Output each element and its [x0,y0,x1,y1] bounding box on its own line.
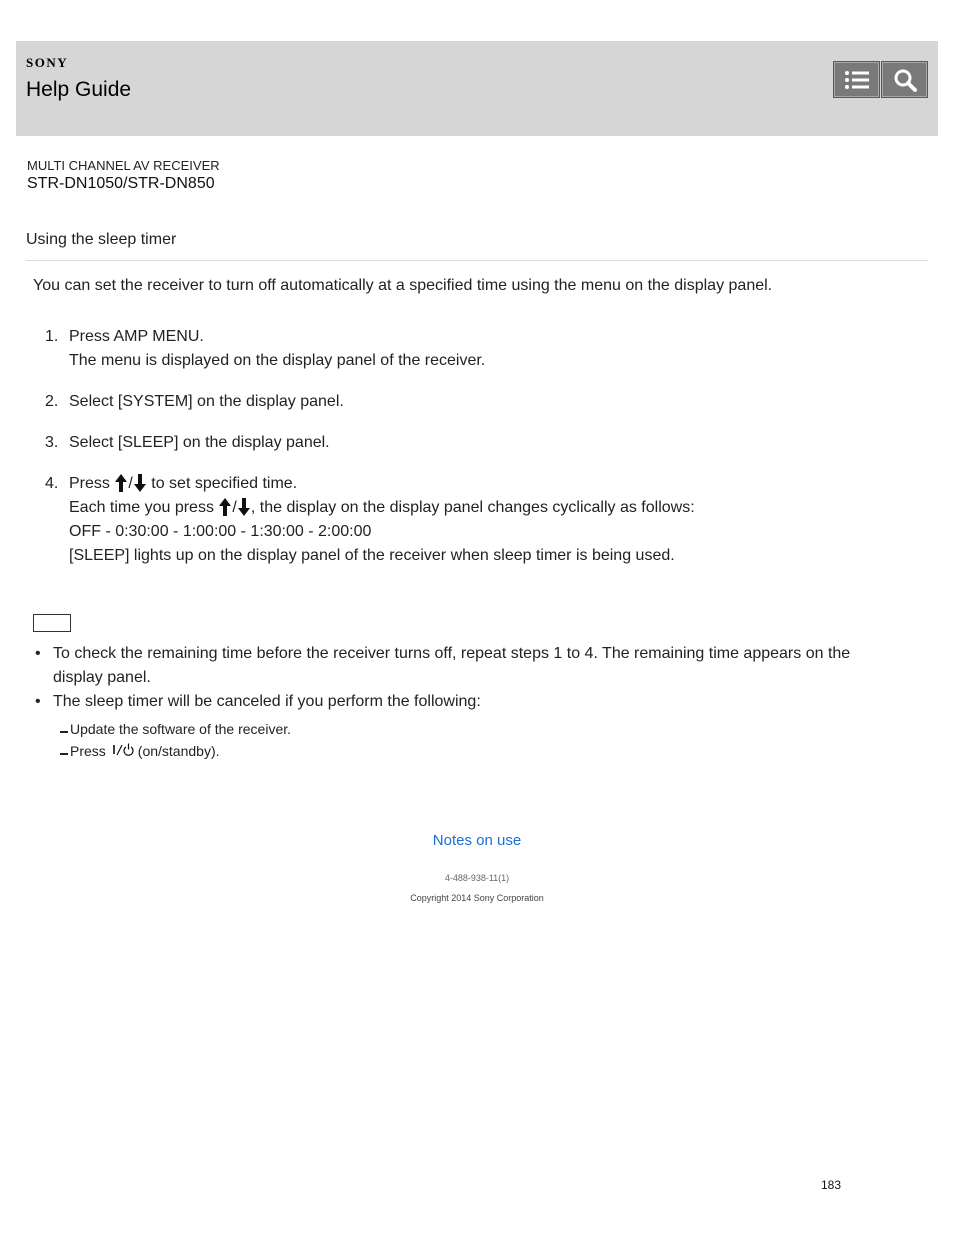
step-3 [45,431,905,455]
sub-item-text: Update the software of the receiver. [70,721,292,737]
title-divider [26,260,928,261]
step-2 [45,390,905,414]
step-instruction: Press AMP MENU. [69,328,204,345]
search-button[interactable] [881,61,928,98]
document-code: 4-488-938-11(1) [444,873,510,883]
cancel-conditions [60,718,903,762]
hint-label-box [33,614,71,632]
product-model: STR-DN1050/STR-DN850 [27,175,215,192]
steps-list [45,325,905,585]
hints-list [33,642,903,762]
bullet: • [35,693,41,710]
press-text: Press [69,475,110,492]
slash-text: / [232,499,237,516]
header-bar [16,41,938,136]
step-instruction [69,472,905,496]
list-icon [844,69,870,91]
intro-text: You can set the receiver to turn off automatically at a specified time using the menu on the display panel. [33,277,773,294]
sony-logo: SONY [26,55,69,70]
bullet: • [35,645,41,662]
guide-title: Help Guide [26,78,132,101]
sleep-indicator-note: [SLEEP] lights up on the display panel of the receiver when sleep timer is being used. [69,547,675,564]
arrow-up-icon [219,498,231,516]
arrow-down-icon [134,474,146,492]
hint-item [33,690,903,714]
step-description [69,496,905,520]
hint-item [33,642,903,690]
step-number: 3. [45,434,59,451]
step-number: 4. [45,475,59,492]
sub-item [60,718,903,740]
each-time-after-text: , the display on the display panel changes cyclically as follows: [250,499,695,516]
hint-text: To check the remaining time before the receiver turns off, repeat steps 1 to 4. The remaining time appears on the display panel. [53,645,851,686]
dash-marker [60,753,68,755]
copyright-text: Copyright 2014 Sony Corporation [410,893,544,903]
arrow-up-icon [115,474,127,492]
step-number: 2. [45,393,59,410]
step-description: The menu is displayed on the display panel of the receiver. [69,352,486,369]
notes-on-use-link[interactable]: Notes on use [432,832,522,849]
hint-text: The sleep timer will be canceled if you perform the following: [53,693,481,710]
power-standby-icon [112,742,134,756]
after-arrows-text: to set specified time. [151,475,298,492]
cycle-sequence: OFF - 0:30:00 - 1:00:00 - 1:30:00 - 2:00:00 [69,523,372,540]
sub-item-prefix: Press [70,743,106,759]
toc-button[interactable] [833,61,880,98]
each-time-text: Each time you press [69,499,214,516]
page-number: 183 [821,1178,842,1192]
arrow-down-icon [238,498,250,516]
step-4 [45,472,905,568]
page-title: Using the sleep timer [26,231,177,248]
sub-item-suffix: (on/standby). [137,743,220,759]
slash-text: / [128,475,133,492]
product-category: MULTI CHANNEL AV RECEIVER [27,158,220,173]
step-number: 1. [45,328,59,345]
step-instruction: Select [SLEEP] on the display panel. [69,434,330,451]
step-instruction: Select [SYSTEM] on the display panel. [69,393,344,410]
search-icon [893,68,917,92]
dash-marker [60,731,68,733]
sub-item [60,740,903,762]
step-1 [45,325,905,373]
